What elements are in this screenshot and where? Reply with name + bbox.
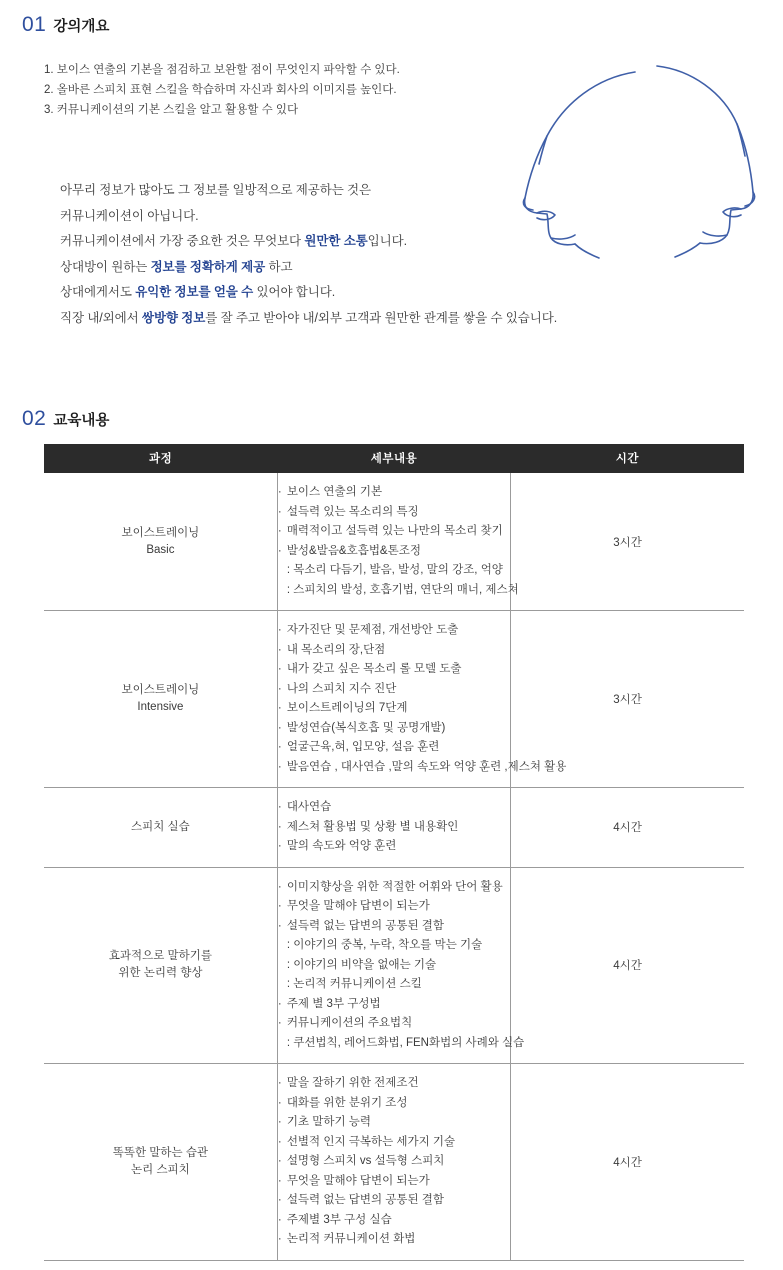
cell-course: 똑똑한 말하는 습관 논리 스피치: [44, 1064, 277, 1261]
column-header-detail: 세부내용: [277, 444, 510, 473]
cell-time: 4시간: [511, 867, 744, 1064]
table-header-row: [44, 444, 744, 473]
cell-time: 4시간: [511, 1064, 744, 1261]
cell-detail: · 자가진단 및 문제점, 개선방안 도출 · 내 목소리의 장,단점 · 내가 갖고 싶은 목소리 롤 모델 도출 · 나의 스피치 지수 진단 · 보이스트레이닝의 7단계 · 발성연습(복식호흡 및 공명개발) · 얼굴근육,혀, 입모양, 설음 훈련 · 발음연습 , 대사연습 ,말의 속도와 억양 훈련 ,제스쳐 활용: [277, 611, 510, 788]
quote-line: 상대방이 원하는 정보를 정확하게 제공 하고: [60, 259, 293, 274]
column-header-time: 시간: [511, 444, 744, 473]
table-row: [44, 788, 744, 868]
table-row: [44, 1064, 744, 1261]
cell-detail: · 대사연습 · 제스쳐 활용법 및 상황 별 내용확인 · 말의 속도와 억양 훈련: [277, 788, 510, 868]
quote-line: 커뮤니케이션에서 가장 중요한 것은 무엇보다 원만한 소통입니다.: [60, 234, 407, 248]
section-title: 교육내용: [53, 412, 110, 429]
objectives-list: [44, 60, 400, 120]
section-number: 01: [22, 13, 47, 36]
section-number: 02: [22, 407, 47, 430]
cell-time: 3시간: [511, 611, 744, 788]
cell-detail: · 말을 잘하기 위한 전제조건 · 대화를 위한 분위기 조성 · 기초 말하기 능력 · 선별적 인지 극복하는 세가지 기술 · 설명형 스피치 vs 설득형 스피치 · 무엇을 말해야 답변이 되는가 · 설득력 없는 답변의 공통된 결함 · 주제별 3부 구성 실습 · 논리적 커뮤니케이션 화법: [277, 1064, 510, 1261]
table-row: [44, 867, 744, 1064]
section-title: 강의개요: [53, 18, 110, 35]
curriculum-table-wrap: [44, 444, 744, 1261]
quote-line: 아무리 정보가 많아도 그 정보를 일방적으로 제공하는 것은: [60, 183, 372, 197]
intro-quote: [60, 178, 557, 331]
objective-item: 1. 보이스 연출의 기본을 점검하고 보완할 점이 무엇인지 파악할 수 있다.: [44, 64, 400, 76]
cell-course: 스피치 실습: [44, 788, 277, 868]
column-header-course: 과정: [44, 444, 277, 473]
table-row: [44, 611, 744, 788]
cell-course: 효과적으로 말하기를 위한 논리력 향상: [44, 867, 277, 1064]
cell-course: 보이스트레이닝 Intensive: [44, 611, 277, 788]
table-row: [44, 473, 744, 611]
quote-line: 커뮤니케이션이 아닙니다.: [60, 208, 199, 223]
quote-line: 직장 내/외에서 쌍방향 정보를 잘 주고 받아야 내/외부 고객과 원만한 관계를 쌓을 수 있습니다.: [60, 310, 558, 325]
cell-time: 3시간: [511, 473, 744, 611]
objective-item: 2. 올바른 스피치 표현 스킬을 학습하며 자신과 회사의 이미지를 높인다.: [44, 84, 397, 96]
quote-line: 상대에게서도 유익한 정보를 얻을 수 있어야 합니다.: [60, 285, 336, 299]
cell-detail: · 보이스 연출의 기본 · 설득력 있는 목소리의 특징 · 매력적이고 설득력 있는 나만의 목소리 찾기 · 발성&발음&호흡법&톤조정 : 목소리 다듬기, 발음, 발성, 말의 강조, 억양 : 스피치의 발성, 호흡기법, 연단의 매너, 제스쳐: [277, 473, 510, 611]
curriculum-table: [44, 444, 744, 1261]
section-heading-curriculum: [22, 408, 109, 429]
cell-course: 보이스트레이닝 Basic: [44, 473, 277, 611]
table-body: [44, 473, 744, 1260]
cell-detail: · 이미지향상을 위한 적절한 어휘와 단어 활용 · 무엇을 말해야 답변이 되는가 · 설득력 없는 답변의 공통된 결함 : 이야기의 중복, 누락, 착오를 막는 기술 : 이야기의 비약을 없애는 기술 : 논리적 커뮤니케이션 스킬 · 주제 별 3부 구성법 · 커뮤니케이션의 주요법칙 : 쿠션법칙, 레어드화법, FEN화법의 사례와 실습: [277, 867, 510, 1064]
cell-time: 4시간: [511, 788, 744, 868]
section-heading-overview: [22, 14, 109, 35]
objective-item: 3. 커뮤니케이션의 기본 스킬을 알고 활용할 수 있다: [44, 104, 299, 116]
